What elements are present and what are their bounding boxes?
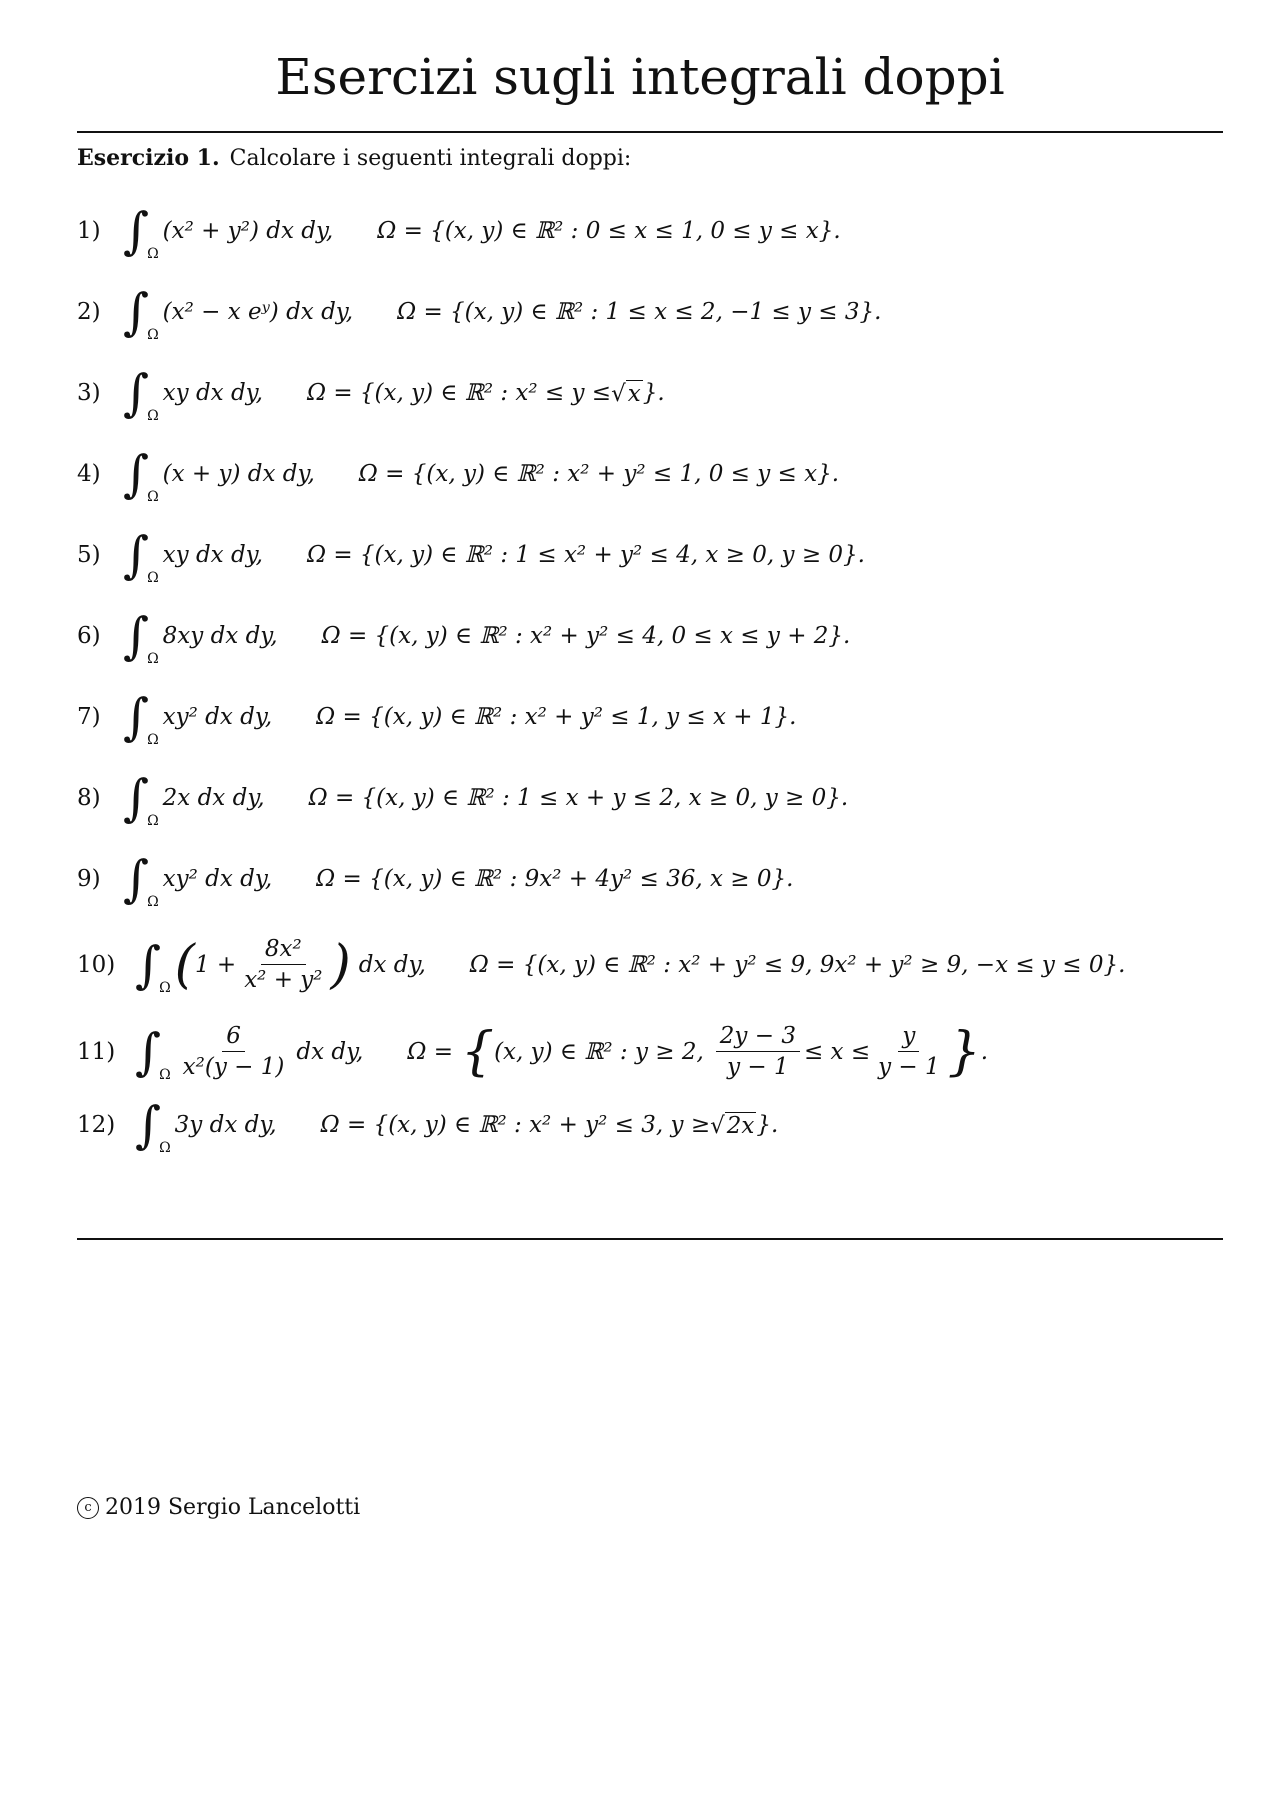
exercise-instructions: Calcolare i seguenti integrali doppi: — [229, 146, 632, 171]
item-number: 10) — [77, 951, 116, 978]
exercise-item-6 — [77, 607, 851, 667]
exercise-item-7 — [77, 688, 797, 748]
integrand: xy² dx dy, — [162, 866, 273, 892]
integral-symbol: ∫ Ω — [123, 283, 159, 343]
domain: Ω = {(x, y) ∈ ℝ² : 0 ≤ x ≤ 1, 0 ≤ y ≤ x}. — [377, 218, 841, 244]
item-number: 8) — [77, 785, 101, 811]
domain: Ω = {(x, y) ∈ ℝ² : x² + y² ≤ 4, 0 ≤ x ≤ y + 2}. — [321, 623, 851, 649]
domain: Ω = {(x, y) ∈ ℝ² : x² + y² ≤ 9, 9x² + y² ≥ 9, −x ≤ y ≤ 0}. — [469, 951, 1126, 978]
item-number: 11) — [77, 1038, 116, 1065]
exercise-item-8 — [77, 769, 849, 829]
bottom-rule — [77, 1238, 1223, 1240]
domain: Ω = {(x, y) ∈ ℝ² : 1 ≤ x ≤ 2, −1 ≤ y ≤ 3}. — [397, 299, 882, 325]
exercise-label: Esercizio 1. — [77, 145, 220, 171]
copyright — [77, 1495, 360, 1520]
integrand: 8xy dx dy, — [162, 623, 278, 649]
exercise-item-12 — [77, 1096, 779, 1156]
exercise-item-10 — [77, 934, 1126, 996]
integrand: ( 1 + $\frac{\text{8x²}}{\text{x² + y²}}$ ) dx dy, — [174, 934, 426, 995]
exercise-item-4 — [77, 445, 840, 505]
item-number: 4) — [77, 461, 101, 487]
item-number: 6) — [77, 623, 101, 649]
integrand: 3y dx dy, — [174, 1112, 277, 1138]
page-title: Esercizi sugli integrali doppi — [275, 48, 1005, 106]
copyright-text: 2019 Sergio Lancelotti — [105, 1495, 361, 1520]
integrand: xy dx dy, — [162, 542, 263, 568]
domain: Ω = {(x, y) ∈ ℝ² : x² ≤ y ≤ √ x }. — [306, 380, 665, 407]
item-number: 7) — [77, 704, 101, 730]
domain: Ω = {(x, y) ∈ ℝ² : 9x² + 4y² ≤ 36, x ≥ 0}. — [316, 866, 794, 892]
integral-symbol: ∫ Ω — [123, 769, 159, 829]
integral-symbol: ∫ Ω — [123, 202, 159, 262]
integrand: 2x dx dy, — [162, 785, 265, 811]
item-number: 9) — [77, 866, 101, 892]
integral-symbol: ∫ Ω — [123, 526, 159, 586]
item-number: 1) — [77, 218, 101, 244]
integral-symbol: ∫ Ω — [123, 445, 159, 505]
integrand: (x² − x eʸ) dx dy, — [162, 299, 354, 325]
exercise-item-9 — [77, 850, 794, 910]
domain: Ω = {(x, y) ∈ ℝ² : x² + y² ≤ 1, 0 ≤ y ≤ x}. — [358, 461, 840, 487]
integral-symbol: ∫ Ω — [123, 850, 159, 910]
integrand: xy dx dy, — [162, 380, 263, 406]
item-number: 2) — [77, 299, 101, 325]
integral-symbol: ∫ Ω — [135, 1022, 171, 1083]
domain: Ω = { (x, y) ∈ ℝ² : y ≥ 2, $\frac{2y - 3}{y - 1}$ ≤ x ≤ $\frac{y}{y - 1}$ } . — [407, 1021, 989, 1082]
item-number: 5) — [77, 542, 101, 568]
top-rule — [77, 131, 1223, 133]
domain: Ω = {(x, y) ∈ ℝ² : x² + y² ≤ 3, y ≥ √ 2x }. — [320, 1112, 779, 1139]
integral-symbol: ∫ Ω — [135, 935, 171, 996]
integrand: (x + y) dx dy, — [162, 461, 315, 487]
integral-symbol: ∫ Ω — [123, 607, 159, 667]
exercise-item-3 — [77, 364, 665, 424]
integrand: $\frac{6}{\text{x²(y − 1)}}$ dx dy, — [182, 1023, 364, 1080]
copyright-icon: c — [77, 1497, 99, 1519]
exercise-item-11 — [77, 1021, 989, 1083]
integral-symbol: ∫ Ω — [123, 688, 159, 748]
integral-symbol: ∫ Ω — [135, 1096, 171, 1156]
exercise-intro — [77, 145, 631, 171]
integral-symbol: ∫ Ω — [123, 364, 159, 424]
integrand: (x² + y²) dx dy, — [162, 218, 334, 244]
exercise-item-1 — [77, 202, 841, 262]
exercise-item-5 — [77, 526, 865, 586]
exercise-item-2 — [77, 283, 882, 343]
domain: Ω = {(x, y) ∈ ℝ² : 1 ≤ x + y ≤ 2, x ≥ 0, y ≥ 0}. — [308, 785, 849, 811]
integrand: xy² dx dy, — [162, 704, 273, 730]
item-number: 3) — [77, 380, 101, 406]
item-number: 12) — [77, 1112, 116, 1138]
domain: Ω = {(x, y) ∈ ℝ² : 1 ≤ x² + y² ≤ 4, x ≥ 0, y ≥ 0}. — [306, 542, 865, 568]
domain: Ω = {(x, y) ∈ ℝ² : x² + y² ≤ 1, y ≤ x + 1}. — [316, 704, 797, 730]
